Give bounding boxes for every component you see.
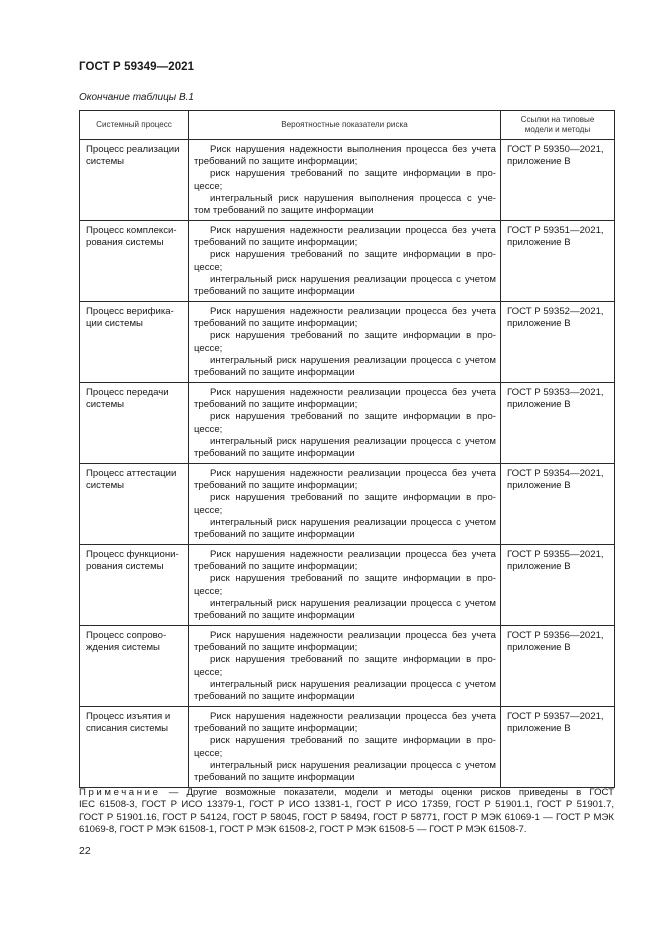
indicator-line: требований по защите информации: [194, 610, 355, 622]
refs-cell: [501, 626, 615, 707]
process-cell: [80, 302, 189, 383]
document-header: ГОСТ Р 59349—2021: [79, 61, 195, 73]
ref-line: приложение В: [507, 723, 571, 735]
indicators-cell: [189, 545, 501, 626]
process-line: Процесс сопрово-: [86, 630, 167, 641]
table-row: [80, 707, 615, 788]
ref-line: приложение В: [507, 156, 571, 168]
process-cell: [80, 140, 189, 221]
indicators-cell: [189, 302, 501, 383]
ref-line: приложение В: [507, 237, 571, 249]
indicator-line: требований по защите информации: [194, 529, 355, 541]
ref-line: приложение В: [507, 399, 571, 411]
indicator-line: Риск нарушения надежности выполнения процесса без учета: [210, 144, 496, 155]
page-number: 22: [79, 845, 91, 857]
indicator-line: требований по защите информации: [194, 772, 355, 784]
indicator-line: риск нарушения требований по защите информации в про-: [210, 573, 496, 585]
process-line: ции системы: [86, 318, 143, 330]
indicator-line: риск нарушения требований по защите информации в про-: [210, 654, 496, 666]
table-row: [80, 464, 615, 545]
note-line: ГОСТ Р 51901.16, ГОСТ Р 54124, ГОСТ Р 58045, ГОСТ Р 58494, ГОСТ Р 58771, ГОСТ Р МЭК 61069-1 — ГОСТ Р МЭК: [79, 811, 614, 823]
indicators-cell: [189, 464, 501, 545]
indicator-line: цессе;: [194, 342, 223, 354]
indicator-line: требований по защите информации;: [194, 723, 358, 735]
indicator-line: Риск нарушения надежности реализации процесса без учета: [210, 549, 496, 560]
indicator-line: цессе;: [194, 180, 223, 192]
table-row: [80, 383, 615, 464]
indicator-line: цессе;: [194, 504, 223, 516]
indicator-line: Риск нарушения надежности реализации процесса без учета: [210, 387, 496, 398]
indicator-line: требований по защите информации: [194, 367, 355, 379]
process-line: Процесс функциони-: [86, 549, 179, 560]
ref-line: приложение В: [507, 642, 571, 654]
indicator-line: интегральный риск нарушения реализации процесса с учетом: [210, 354, 496, 366]
indicator-line: Риск нарушения надежности реализации процесса без учета: [210, 225, 496, 236]
note-label: Примечание: [79, 787, 161, 798]
ref-line: ГОСТ Р 59356—2021,: [507, 630, 604, 641]
table-note: [79, 787, 614, 837]
process-cell: [80, 383, 189, 464]
table-row: [80, 221, 615, 302]
indicator-line: риск нарушения требований по защите информации в про-: [210, 249, 496, 261]
note-line: 61069-8, ГОСТ Р МЭК 61508-1, ГОСТ Р МЭК 61508-2, ГОСТ Р МЭК 61508-5 — ГОСТ Р МЭК 61508-7.: [79, 824, 527, 836]
refs-cell: [501, 707, 615, 788]
refs-cell: [501, 302, 615, 383]
indicators-cell: [189, 626, 501, 707]
process-line: Процесс передачи: [86, 387, 169, 398]
process-line: ждения системы: [86, 642, 160, 654]
indicator-line: требований по защите информации: [194, 448, 355, 460]
indicator-line: Риск нарушения надежности реализации процесса без учета: [210, 630, 496, 641]
indicator-line: интегральный риск нарушения реализации процесса с учетом: [210, 273, 496, 285]
indicator-line: цессе;: [194, 261, 223, 273]
ref-line: приложение В: [507, 318, 571, 330]
process-line: рования системы: [86, 561, 164, 573]
process-line: Процесс верифика-: [86, 306, 174, 317]
table-caption: Окончание таблицы В.1: [79, 92, 194, 103]
ref-line: ГОСТ Р 59354—2021,: [507, 468, 604, 479]
indicator-line: цессе;: [194, 666, 223, 678]
indicator-line: цессе;: [194, 585, 223, 597]
ref-line: ГОСТ Р 59352—2021,: [507, 306, 604, 317]
process-line: рования системы: [86, 237, 164, 249]
process-cell: [80, 545, 189, 626]
column-header-refs: Ссылки на типовые модели и методы: [501, 111, 615, 140]
indicator-line: риск нарушения требований по защите информации в про-: [210, 330, 496, 342]
indicator-line: требований по защите информации;: [194, 237, 358, 249]
indicators-cell: [189, 707, 501, 788]
ref-line: приложение В: [507, 480, 571, 492]
ref-line: ГОСТ Р 59355—2021,: [507, 549, 604, 560]
process-line: Процесс изъятия и: [86, 711, 171, 722]
risk-table: [79, 110, 615, 788]
indicators-cell: [189, 221, 501, 302]
indicator-line: цессе;: [194, 747, 223, 759]
ref-line: ГОСТ Р 59350—2021,: [507, 144, 604, 155]
process-cell: [80, 626, 189, 707]
refs-cell: [501, 545, 615, 626]
table-row: [80, 626, 615, 707]
indicator-line: том требований по защите информации: [194, 205, 374, 217]
column-header-indicators: Вероятностные показатели риска: [189, 111, 501, 140]
indicator-line: риск нарушения требований по защите информации в про-: [210, 735, 496, 747]
process-cell: [80, 707, 189, 788]
process-line: системы: [86, 399, 125, 411]
ref-line: ГОСТ Р 59351—2021,: [507, 225, 604, 236]
refs-cell: [501, 221, 615, 302]
process-line: системы: [86, 480, 125, 492]
table-row: [80, 140, 615, 221]
indicator-line: требований по защите информации: [194, 691, 355, 703]
indicators-cell: [189, 140, 501, 221]
column-header-process: Системный процесс: [80, 111, 189, 140]
indicator-line: требований по защите информации;: [194, 642, 358, 654]
ref-line: ГОСТ Р 59353—2021,: [507, 387, 604, 398]
indicator-line: Риск нарушения надежности реализации процесса без учета: [210, 306, 496, 317]
ref-line: ГОСТ Р 59357—2021,: [507, 711, 604, 722]
indicator-line: интегральный риск нарушения реализации процесса с учетом: [210, 678, 496, 690]
process-cell: [80, 221, 189, 302]
indicator-line: требований по защите информации;: [194, 561, 358, 573]
table-row: [80, 302, 615, 383]
refs-cell: [501, 383, 615, 464]
process-line: Процесс реализации: [86, 144, 180, 155]
refs-cell: [501, 140, 615, 221]
indicator-line: требований по защите информации;: [194, 480, 358, 492]
indicator-line: требований по защите информации;: [194, 399, 358, 411]
indicator-line: требований по защите информации;: [194, 318, 358, 330]
indicator-line: интегральный риск нарушения реализации процесса с учетом: [210, 516, 496, 528]
process-line: Процесс аттестации: [86, 468, 177, 479]
indicator-line: риск нарушения требований по защите информации в про-: [210, 168, 496, 180]
indicator-line: Риск нарушения надежности реализации процесса без учета: [210, 468, 496, 479]
indicator-line: интегральный риск нарушения реализации процесса с учетом: [210, 759, 496, 771]
indicators-cell: [189, 383, 501, 464]
indicator-line: интегральный риск нарушения реализации процесса с учетом: [210, 435, 496, 447]
indicator-line: Риск нарушения надежности реализации процесса без учета: [210, 711, 496, 722]
process-line: Процесс комплекси-: [86, 225, 177, 236]
indicator-line: интегральный риск нарушения выполнения процесса с уче-: [210, 192, 496, 204]
process-cell: [80, 464, 189, 545]
indicator-line: требований по защите информации;: [194, 156, 358, 168]
table-row: [80, 545, 615, 626]
table-header-row: [80, 111, 615, 140]
refs-cell: [501, 464, 615, 545]
indicator-line: риск нарушения требований по защите информации в про-: [210, 492, 496, 504]
indicator-line: цессе;: [194, 423, 223, 435]
indicator-line: интегральный риск нарушения реализации процесса с учетом: [210, 597, 496, 609]
process-line: списания системы: [86, 723, 169, 735]
indicator-line: требований по защите информации: [194, 286, 355, 298]
ref-line: приложение В: [507, 561, 571, 573]
indicator-line: риск нарушения требований по защите информации в про-: [210, 411, 496, 423]
note-line: Примечание — Другие возможные показатели, модели и методы оценки рисков приведены в ГОСТ: [79, 787, 614, 798]
process-line: системы: [86, 156, 125, 168]
note-line: IEC 61508-3, ГОСТ Р ИСО 13379-1, ГОСТ Р ИСО 13381-1, ГОСТ Р ИСО 17359, ГОСТ Р 51901.1, ГОСТ Р 51901.7,: [79, 799, 614, 811]
